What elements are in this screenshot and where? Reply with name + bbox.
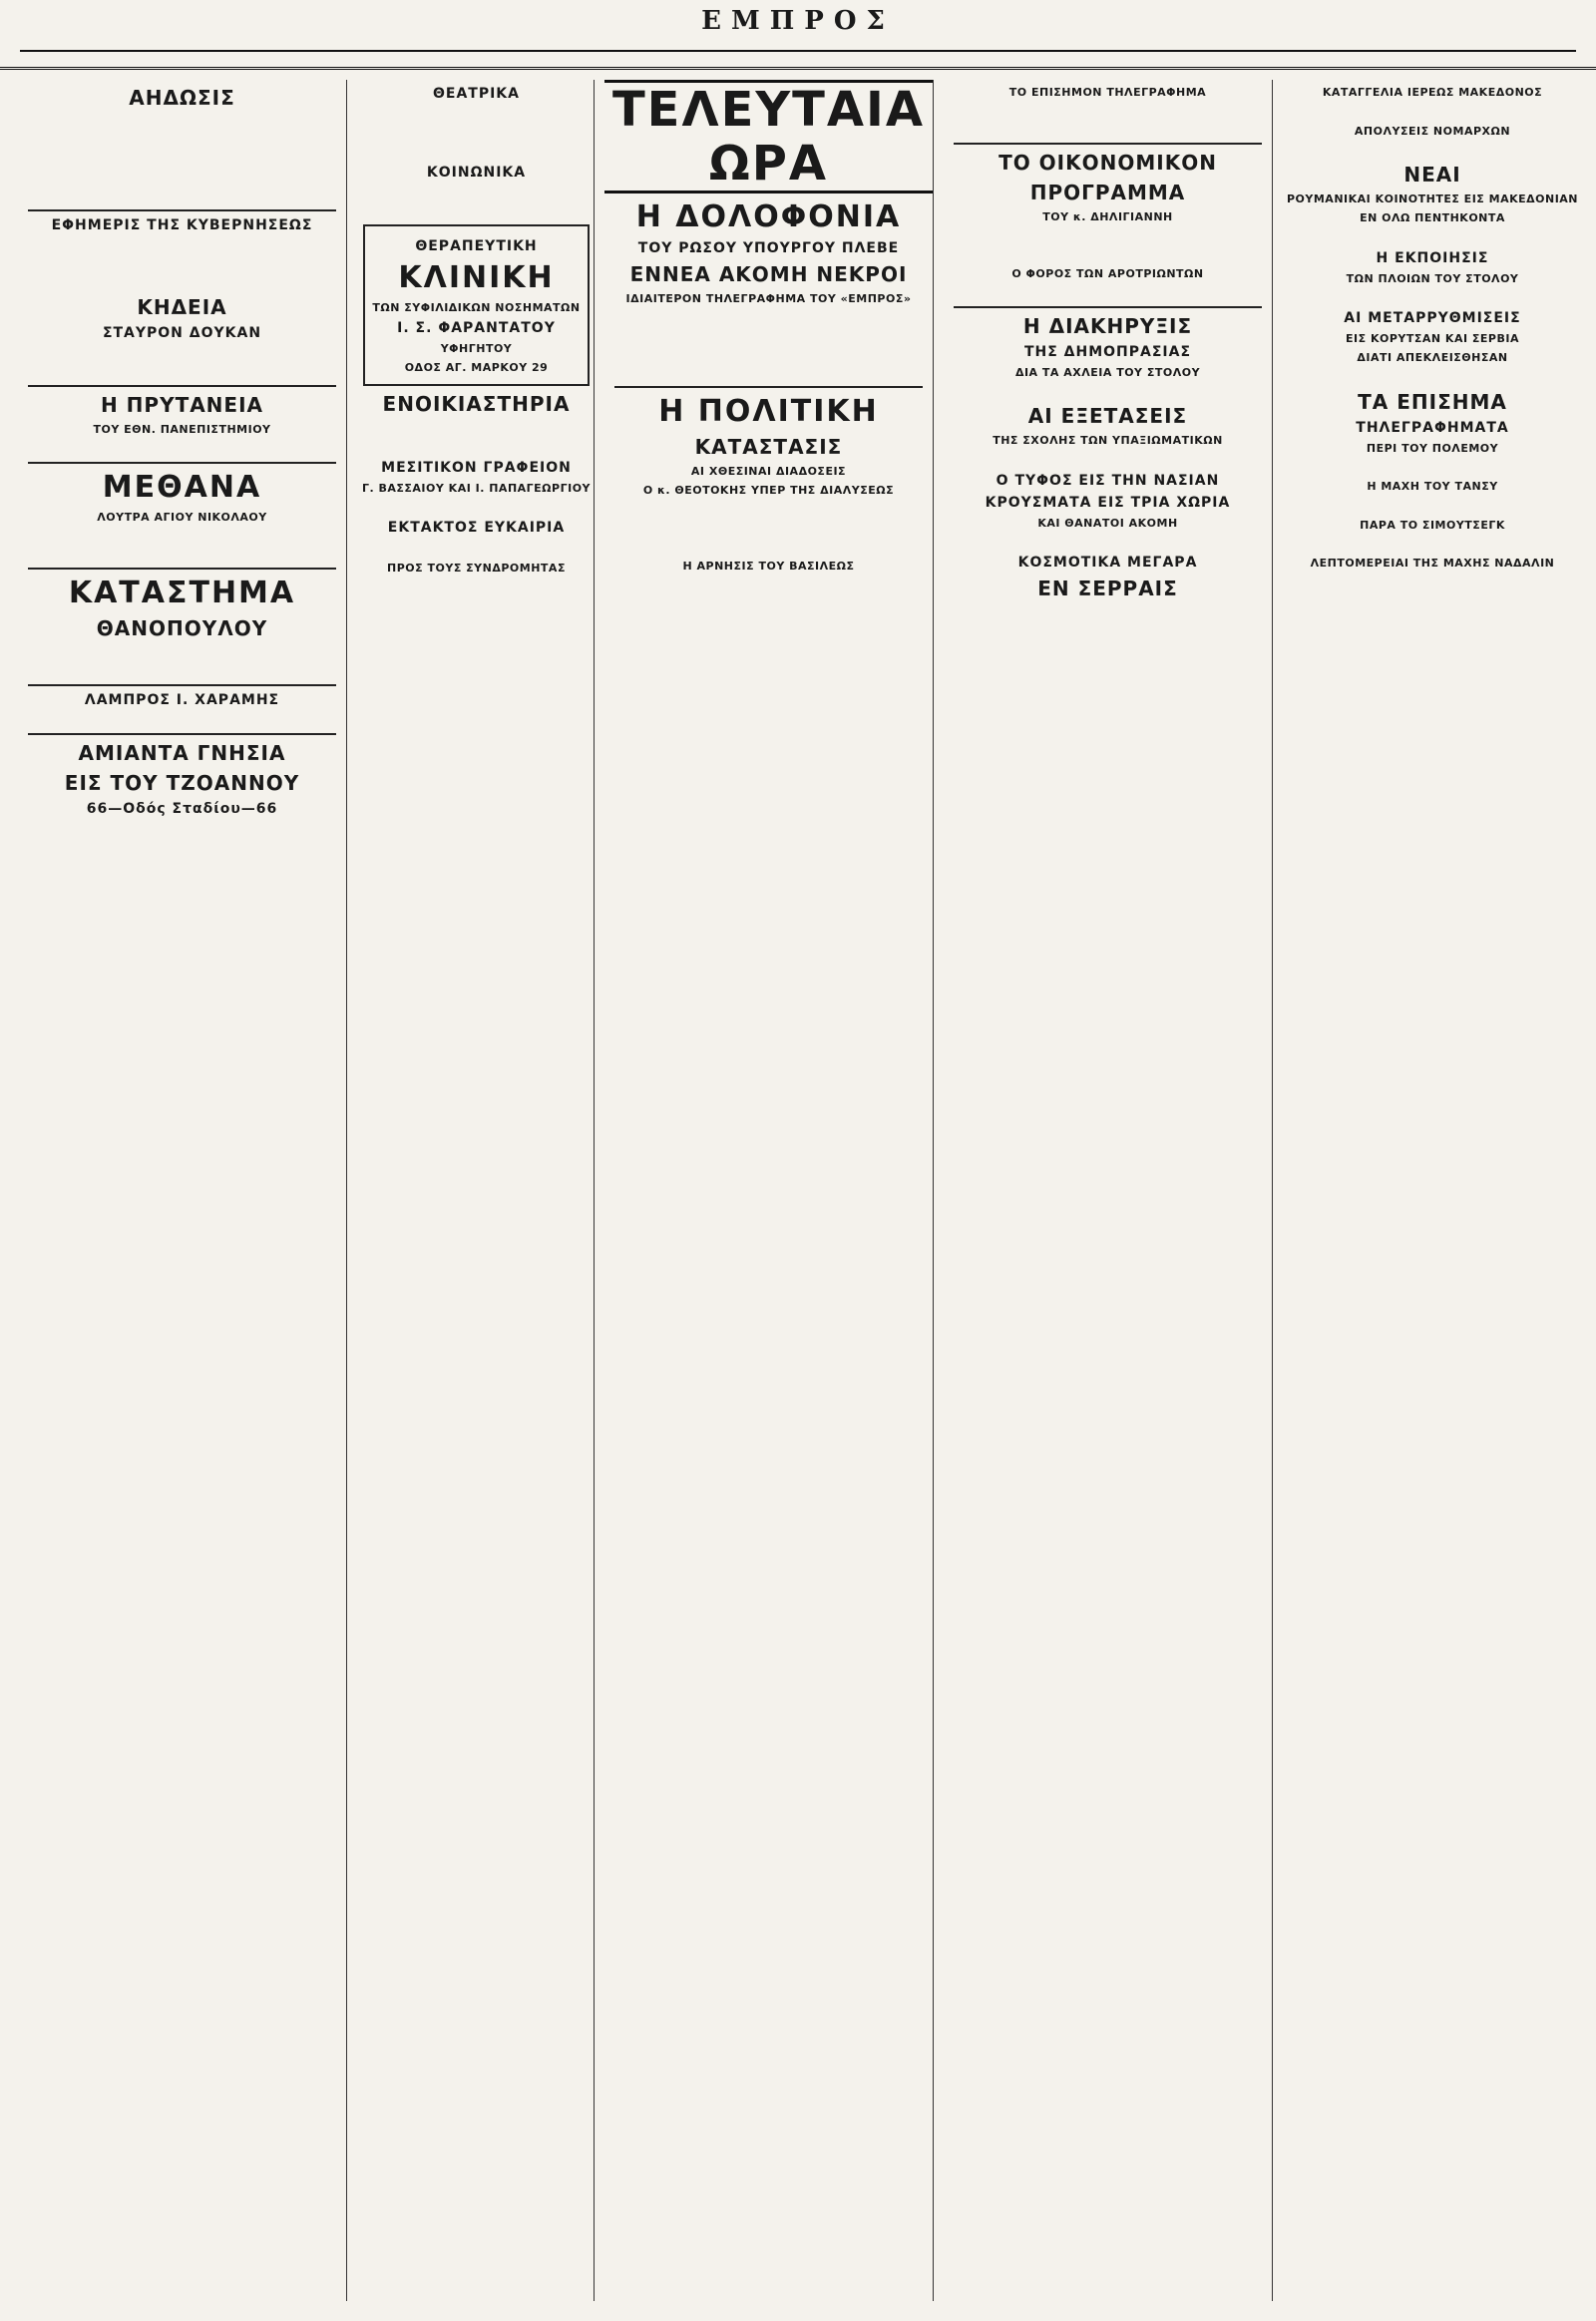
divider <box>954 306 1262 308</box>
body-text <box>944 122 1272 138</box>
col4-heading-5: ΑΙ ΕΞΕΤΑΣΕΙΣ <box>1027 404 1188 428</box>
body-text <box>18 133 346 149</box>
clinic-doctor: Ι. Σ. ΦΑΡΑΝΤΑΤΟΥ <box>397 319 556 336</box>
body-text <box>944 383 1272 399</box>
body-text <box>359 540 594 556</box>
col3-heading-4e: Η ΑΡΝΗΣΙΣ ΤΟΥ ΒΑΣΙΛΕΩΣ <box>682 559 855 573</box>
body-text <box>18 528 346 544</box>
col1-heading-4: Η ΠΡΥΤΑΝΕΙΑ <box>100 393 264 417</box>
col5-heading-3c: ΕΝ ΟΛΩ ΠΕΝΤΗΚΟΝΤΑ <box>1360 211 1505 224</box>
body-text <box>18 440 346 456</box>
col4-heading-2c: ΤΟΥ κ. ΔΗΛΙΓΙΑΝΝΗ <box>1042 210 1173 223</box>
col5-heading-3: ΝΕΑΙ <box>1403 163 1461 187</box>
col1-heading-8c: 66—Οδός Σταδίου—66 <box>86 801 278 817</box>
body-text <box>1283 497 1582 513</box>
masthead <box>0 0 1596 70</box>
body-text <box>18 644 346 660</box>
body-text <box>604 328 933 344</box>
body-text <box>1283 459 1582 475</box>
body-text <box>1283 228 1582 244</box>
col5-heading-5b: ΕΙΣ ΚΟΡΥΤΣΑΝ ΚΑΙ ΣΕΡΒΙΑ <box>1346 332 1519 345</box>
col4-heading-3: Ο ΦΟΡΟΣ ΤΩΝ ΑΡΟΤΡΙΩΝΤΩΝ <box>1011 267 1204 280</box>
col2-heading-5b: Γ. ΒΑΣΣΑΙΟΥ ΚΑΙ Ι. ΠΑΠΑΓΕΩΡΓΙΟΥ <box>361 481 592 495</box>
body-text <box>1283 289 1582 305</box>
col2-heading-6: ΕΚΤΑΚΤΟΣ ΕΥΚΑΙΡΙΑ <box>387 520 566 536</box>
clinic-title: ΘΕΡΑΠΕΥΤΙΚΗ <box>415 237 538 254</box>
col5-heading-9: ΛΕΠΤΟΜΕΡΕΙΑΙ ΤΗΣ ΜΑΧΗΣ ΝΑΔΑΛΙΝ <box>1310 557 1555 570</box>
clinic-address: ΟΔΟΣ ΑΓ. ΜΑΡΚΟΥ 29 <box>404 360 549 374</box>
col1-heading-5b: ΛΟΥΤΡΑ ΑΓΙΟΥ ΝΙΚΟΛΑΟΥ <box>97 510 267 524</box>
body-text <box>1283 536 1582 552</box>
masthead-title: ΕΜΠΡΟΣ <box>701 6 895 36</box>
col1-heading-5: ΜΕΘΑΝΑ <box>102 469 262 505</box>
col3-heading-4b: ΚΑΤΑΣΤΑΣΙΣ <box>694 435 843 459</box>
column-2 <box>359 80 595 2301</box>
col2-heading-2: ΚΟΙΝΩΝΙΚΑ <box>426 164 527 181</box>
col4-heading-7: ΚΟΣΜΟΤΙΚΑ ΜΕΓΑΡΑ <box>1017 555 1198 571</box>
col3-heading-4c: ΑΙ ΧΘΕΣΙΝΑΙ ΔΙΑΔΟΣΕΙΣ <box>690 465 847 478</box>
divider <box>614 386 923 388</box>
body-text <box>944 246 1272 262</box>
col3-heading-1: ΤΕΛΕΥΤΑΙΑ ΩΡΑ <box>604 80 933 193</box>
col4-heading-2b: ΠΡΟΓΡΑΜΜΑ <box>1029 181 1186 204</box>
body-text <box>18 345 346 361</box>
body-text <box>359 499 594 515</box>
body-text <box>604 538 933 554</box>
body-text <box>359 185 594 200</box>
col4-heading-4: Η ΔΙΑΚΗΡΥΞΙΣ <box>1022 313 1193 338</box>
clinic-advert <box>363 224 590 386</box>
divider <box>28 568 336 570</box>
col1-name-1: ΣΤΑΥΡΟΝ ΔΟΥΚΑΝ <box>102 325 262 341</box>
body-text <box>1283 103 1582 119</box>
col1-heading-6: ΚΑΤΑΣΤΗΜΑ <box>68 575 296 610</box>
col1-heading-6b: ΘΑΝΟΠΟΥΛΟΥ <box>96 615 268 640</box>
body-text <box>604 577 933 592</box>
col1-heading-3: ΚΗΔΕΙΑ <box>137 295 227 319</box>
col5-heading-4b: ΤΩΝ ΠΛΟΙΩΝ ΤΟΥ ΣΤΟΛΟΥ <box>1346 271 1519 285</box>
col5-heading-1: ΚΑΤΑΓΓΕΛΙΑ ΙΕΡΕΩΣ ΜΑΚΕΔΟΝΟΣ <box>1322 86 1543 99</box>
body-text <box>944 284 1272 300</box>
divider <box>28 733 336 735</box>
col4-heading-4b: ΤΗΣ ΔΗΜΟΠΡΑΣΙΑΣ <box>1023 343 1192 360</box>
divider <box>28 684 336 686</box>
body-text <box>1283 142 1582 158</box>
col5-heading-4: Η ΕΚΠΟΙΗΣΙΣ <box>1376 249 1489 266</box>
col3-heading-3b: ΙΔΙΑΙΤΕΡΟΝ ΤΗΛΕΓΡΑΦΗΜΑ ΤΟΥ «ΕΜΠΡΟΣ» <box>625 292 912 305</box>
col3-heading-4d: Ο κ. ΘΕΟΤΟΚΗΣ ΥΠΕΡ ΤΗΣ ΔΙΑΛΥΣΕΩΣ <box>642 484 895 497</box>
col3-heading-4: Η ΠΟΛΙΤΙΚΗ <box>658 394 879 429</box>
col5-heading-7: Η ΜΑΧΗ ΤΟΥ ΤΑΝΣΥ <box>1367 480 1498 493</box>
col2-heading-7: ΠΡΟΣ ΤΟΥΣ ΣΥΝΔΡΟΜΗΤΑΣ <box>387 561 566 575</box>
body-text <box>944 604 1272 620</box>
col4-heading-5b: ΤΗΣ ΣΧΟΛΗΣ ΤΩΝ ΥΠΑΞΙΩΜΑΤΙΚΩΝ <box>993 434 1223 447</box>
col5-heading-6c: ΠΕΡΙ ΤΟΥ ΠΟΛΕΜΟΥ <box>1366 441 1499 455</box>
body-text <box>359 420 594 436</box>
body-text <box>944 103 1272 119</box>
col3-heading-3: ΕΝΝΕΑ ΑΚΟΜΗ ΝΕΚΡΟΙ <box>629 262 908 286</box>
column-4 <box>944 80 1273 2301</box>
body-text <box>944 534 1272 550</box>
col2-heading-5: ΜΕΣΙΤΙΚΟΝ ΓΡΑΦΕΙΟΝ <box>381 459 572 476</box>
body-text <box>944 227 1272 243</box>
col5-heading-2: ΑΠΟΛΥΣΕΙΣ ΝΟΜΑΡΧΩΝ <box>1354 124 1511 138</box>
body-text <box>359 143 594 159</box>
body-text <box>18 274 346 290</box>
body-text <box>18 170 346 186</box>
body-text <box>604 346 933 362</box>
body-text <box>1283 368 1582 384</box>
col5-heading-6: ΤΑ ΕΠΙΣΗΜΑ <box>1358 389 1507 414</box>
body-text <box>604 501 933 517</box>
col5-heading-5: ΑΙ ΜΕΤΑΡΡΥΘΜΙΣΕΙΣ <box>1344 310 1521 326</box>
body-text <box>944 451 1272 467</box>
col5-heading-8: ΠΑΡΑ ΤΟ ΣΙΜΟΥΤΣΕΓΚ <box>1360 518 1505 532</box>
body-text <box>18 364 346 380</box>
col1-heading-7: ΛΑΜΠΡΟΣ Ι. ΧΑΡΑΜΗΣ <box>84 691 280 708</box>
body-text <box>18 255 346 271</box>
masthead-rule <box>20 50 1576 52</box>
clinic-line: ΤΩΝ ΣΥΦΙΛΙΔΙΚΩΝ ΝΟΣΗΜΑΤΩΝ <box>372 300 581 314</box>
body-text <box>18 546 346 562</box>
col3-heading-2b: ΤΟΥ ΡΩΣΟΥ ΥΠΟΥΡΓΟΥ ΠΛΕΒΕ <box>637 240 900 256</box>
body-text <box>1283 574 1582 589</box>
divider <box>28 385 336 387</box>
body-text <box>604 365 933 381</box>
divider <box>28 209 336 211</box>
divider <box>954 143 1262 145</box>
body-text <box>18 151 346 167</box>
body-text <box>18 662 346 678</box>
clinic-subtitle: ΚΛΙΝΙΚΗ <box>398 259 555 295</box>
column-3 <box>604 80 934 2301</box>
col4-heading-4c: ΔΙΑ ΤΑ ΑΧΛΕΙΑ ΤΟΥ ΣΤΟΛΟΥ <box>1014 365 1201 379</box>
col1-heading-4b: ΤΟΥ ΕΘΝ. ΠΑΝΕΠΙΣΤΗΜΙΟΥ <box>93 423 271 436</box>
col5-heading-5c: ΔΙΑΤΙ ΑΠΕΚΛΕΙΣΘΗΣΑΝ <box>1357 351 1508 364</box>
col1-heading-2: ΕΦΗΜΕΡΙΣ ΤΗΣ ΚΥΒΕΡΝΗΣΕΩΣ <box>51 216 313 233</box>
col2-heading-1: ΘΕΑΤΡΙΚΑ <box>432 86 520 102</box>
col4-heading-1: ΤΟ ΕΠΙΣΗΜΟΝ ΤΗΛΕΓΡΑΦΗΜΑ <box>1008 86 1207 99</box>
col4-heading-2: ΤΟ ΟΙΚΟΝΟΜΙΚΟΝ <box>998 151 1217 175</box>
col4-heading-6b: ΚΡΟΥΣΜΑΤΑ ΕΙΣ ΤΡΙΑ ΧΩΡΙΑ <box>985 494 1231 511</box>
body-text <box>18 237 346 253</box>
body-text <box>18 188 346 203</box>
col2-heading-4: ΕΝΟΙΚΙΑΣΤΗΡΙΑ <box>382 391 571 416</box>
col5-heading-6b: ΤΗΛΕΓΡΑΦΗΜΑΤΑ <box>1356 419 1509 436</box>
column-1 <box>18 80 347 2301</box>
col4-heading-6: Ο ΤΥΦΟΣ ΕΙΣ ΤΗΝ ΝΑΣΙΑΝ <box>996 472 1220 489</box>
col4-heading-7b: ΕΝ ΣΕΡΡΑΙΣ <box>1037 577 1178 600</box>
col1-heading-1: ΑΗΔΩΣΙΣ <box>129 86 235 110</box>
col4-heading-6c: ΚΑΙ ΘΑΝΑΤΟΙ ΑΚΟΜΗ <box>1037 516 1178 530</box>
body-text <box>18 114 346 130</box>
col5-heading-3b: ΡΟΥΜΑΝΙΚΑΙ ΚΟΙΝΟΤΗΤΕΣ ΕΙΣ ΜΑΚΕΔΟΝΙΑΝ <box>1286 193 1579 205</box>
body-text <box>604 309 933 325</box>
divider <box>28 462 336 464</box>
col1-heading-8b: ΕΙΣ ΤΟΥ ΤΖΟΑΝΝΟΥ <box>64 771 300 795</box>
column-5 <box>1283 80 1582 2301</box>
col1-heading-8: ΑΜΙΑΝΤΑ ΓΝΗΣΙΑ <box>78 741 286 765</box>
body-text <box>604 520 933 536</box>
body-text <box>359 106 594 122</box>
body-text <box>359 438 594 454</box>
body-text <box>604 594 933 610</box>
clinic-role: ΥΦΗΓΗΤΟΥ <box>440 341 513 355</box>
body-text <box>359 125 594 141</box>
body-text <box>18 712 346 728</box>
body-text <box>359 202 594 218</box>
col3-heading-2: Η ΔΟΛΟΦΟΝΙΑ <box>635 199 902 234</box>
